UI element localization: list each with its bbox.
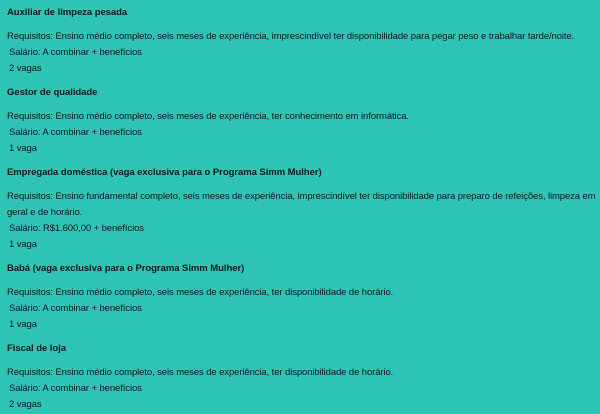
job-requirements: Requisitos: Ensino fundamental completo, seis meses de experiência, imprescindível ter disponibilidade para preparo de refeições, limpeza em geral e de horário. [7,191,596,218]
job-salary: Salário: A combinar + benefícios [9,127,142,138]
job-openings: 1 vaga [9,239,37,250]
job-requirements: Requisitos: Ensino médio completo, seis meses de experiência, ter conhecimento em informática. [7,111,409,122]
job-title: Fiscal de loja [7,343,66,354]
job-listing-empregada-domestica [7,167,600,253]
job-listing-fiscal-loja [7,343,600,413]
job-openings: 1 vaga [9,143,37,154]
job-requirements: Requisitos: Ensino médio completo, seis meses de experiência, ter disponibilidade de horário. [7,367,394,378]
job-openings: 2 vagas [9,63,42,74]
job-title: Gestor de qualidade [7,87,98,98]
job-openings: 1 vaga [9,319,37,330]
job-listing-gestor-qualidade [7,87,600,157]
job-openings: 2 vagas [9,399,42,410]
job-listing-auxiliar-limpeza [7,7,600,77]
job-listing-baba [7,263,600,333]
job-title: Auxiliar de limpeza pesada [7,7,128,18]
job-salary: Salário: A combinar + benefícios [9,47,142,58]
job-requirements: Requisitos: Ensino médio completo, seis meses de experiência, imprescindível ter disponibilidade para pegar peso e trabalhar tarde/noite. [7,31,575,42]
job-title: Empregada doméstica (vaga exclusiva para o Programa Simm Mulher) [7,167,322,178]
job-salary: Salário: A combinar + benefícios [9,303,142,314]
job-requirements: Requisitos: Ensino médio completo, seis meses de experiência, ter disponibilidade de horário. [7,287,394,298]
job-title: Babá (vaga exclusiva para o Programa Simm Mulher) [7,263,245,274]
job-salary: Salário: A combinar + benefícios [9,383,142,394]
job-salary: Salário: R$1.600,00 + benefícios [9,223,144,234]
